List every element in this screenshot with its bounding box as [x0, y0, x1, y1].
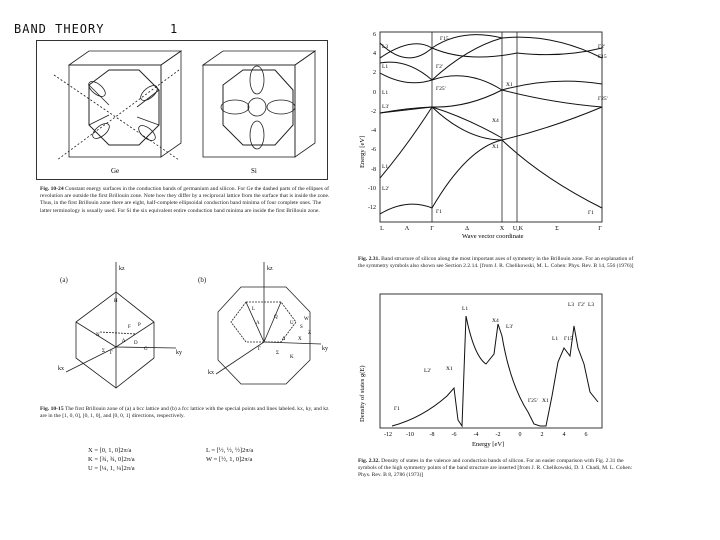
dos-caption-text: Density of states in the valence and conduction bands of silicon. For an easier comparison with Fig. 2.31 the symbols of the high symmetry points of the band structure are inserted [from J. R. Chelikowski, D. J. Chadi, M. L. Cohen: Phys. Rev. B 8, 2786 (1973)] — [358, 458, 633, 479]
bz-label-a: (a) — [60, 276, 68, 284]
bz-caption-text: The first Brillouin zone of (a) a bcc lattice and (b) a fcc lattice with the special points and lines labeled. kx, ky, and kz are in the [1, 0, 0], [0, 1, 0], and [0, 0, 1] directions, respectively. — [40, 406, 329, 420]
band-point-labels — [382, 36, 608, 216]
dos-curve — [392, 316, 598, 426]
bz-b-point: Λ — [256, 321, 260, 326]
brillouin-zone-figure — [36, 262, 336, 402]
dos-caption — [358, 458, 640, 480]
band-xticks — [380, 226, 602, 232]
band-ylabel: Energy [eV] — [359, 135, 366, 168]
dos-xtick: -10 — [406, 432, 414, 438]
bz-a-point: Δ — [122, 339, 126, 344]
formula-w: W = [½, 1, 0]2π/a — [206, 456, 253, 463]
formula-u: U = [¼, 1, ¼]2π/a — [88, 465, 135, 472]
band-ytick: -12 — [368, 205, 376, 211]
band-xtick: U,K — [512, 226, 524, 232]
dos-label: Γ2' — [578, 302, 585, 308]
dos-caption-number: Fig. 2.32. — [358, 458, 380, 464]
fermi-caption-text: Constant energy surfaces in the conduction bands of germanium and silicon. For Ge the dashed parts of the ellipses of revolution are outside the first Brillouin zone. Note how they differ by a reciprocal lattice from the surface that is inside the zone. Thus, in the first Brillouin zone there are eight, half-complete ellipsoidal conduction band minima of four complete ones. The latter terminology is usually used. For Si the six equivalent entire conduction band minima are inside the first Brillouin zone. — [40, 186, 330, 214]
bz-b-point: Z — [308, 331, 312, 336]
band-caption — [358, 256, 640, 270]
dos-xticks — [384, 432, 588, 438]
bz-b-point: X — [298, 337, 302, 342]
band-ytick: -10 — [368, 186, 376, 192]
dos-xtick: -4 — [473, 432, 479, 438]
bz-b-kx: kx — [208, 370, 214, 376]
fcc-zone-drawing — [186, 262, 336, 402]
band-curve — [380, 35, 602, 58]
bz-b-point: Σ — [276, 351, 279, 356]
bz-b-point: Q — [274, 315, 278, 320]
dos-xtick: 4 — [562, 432, 566, 438]
band-yticks — [368, 32, 376, 211]
bz-b-point: U — [290, 321, 294, 326]
band-label: X1 — [506, 82, 513, 88]
bz-a-kx: kx — [58, 366, 64, 372]
band-structure-chart — [352, 28, 612, 238]
fermi-caption — [40, 186, 330, 215]
bz-b-point: S — [300, 325, 303, 330]
band-label: L2' — [382, 186, 390, 192]
band-label: Γ2' — [598, 44, 605, 50]
bz-b-point: Γ — [258, 347, 261, 352]
page-title: BAND THEORY — [14, 22, 105, 36]
band-label: Γ15 — [440, 36, 449, 42]
dos-label: X1 — [446, 366, 453, 372]
band-xtick: Σ — [555, 226, 559, 232]
dos-label: L3' — [506, 324, 514, 330]
band-label: L1 — [382, 64, 389, 70]
bz-b-point: L — [252, 307, 256, 312]
page-number: 1 — [170, 22, 179, 36]
band-curve — [380, 107, 602, 178]
bz-a-point: H — [114, 299, 118, 304]
band-xlabel: Wave vector coordinate — [462, 233, 524, 240]
band-label: Γ25' — [598, 96, 608, 102]
bz-caption — [40, 406, 330, 420]
bz-formulas-left — [88, 446, 135, 473]
dos-label: X1 — [542, 398, 549, 404]
band-label: Γ15 — [598, 54, 607, 60]
dos-label: Γ25' — [528, 398, 538, 404]
dos-xtick: -6 — [451, 432, 457, 438]
dos-xlabel: Energy [eV] — [472, 441, 505, 448]
band-label: Γ2' — [436, 64, 443, 70]
bz-a-point: N — [96, 333, 100, 338]
band-ytick: 2 — [373, 70, 376, 76]
dos-point-labels — [394, 302, 594, 412]
bz-a-point: Σ — [102, 349, 105, 354]
dos-xtick: -12 — [384, 432, 392, 438]
band-label: Γ25' — [436, 86, 446, 92]
band-ytick: -8 — [371, 167, 376, 173]
si-label: Si — [251, 167, 257, 175]
band-ytick: -6 — [371, 147, 376, 153]
si-fermi-surface-drawing — [185, 45, 325, 175]
formula-x: X = [0, 1, 0]2π/a — [88, 447, 132, 454]
bz-a-point: Γ — [110, 351, 113, 356]
dos-label: L2' — [424, 368, 432, 374]
fermi-surface-figure — [36, 40, 328, 180]
bz-a-ky: ky — [176, 350, 182, 356]
band-label: X4 — [492, 118, 499, 124]
band-caption-text: Band structure of silicon along the most important axes of symmetry in the Brillouin zone. For an explanation of the symmetry symbols also shown see Section 2.2.14. [from J. R. Chelikowski, M. L. Cohen: Phys. Rev. B 14, 556 (1976)] — [358, 256, 634, 270]
band-curve — [380, 140, 602, 214]
band-xtick: Γ — [598, 226, 602, 232]
band-curve — [380, 43, 602, 58]
dos-label: L1 — [552, 336, 559, 342]
dos-label: Γ1 — [394, 406, 400, 412]
dos-xtick: -8 — [429, 432, 435, 438]
dos-ylabel: Density of states g(E) — [359, 365, 366, 422]
fermi-caption-number: Fig. 10-24 — [40, 186, 64, 192]
band-label: Γ1 — [436, 209, 442, 215]
dos-chart — [352, 292, 612, 452]
band-label: L3 — [382, 44, 389, 50]
ge-fermi-surface-drawing — [49, 45, 189, 175]
bz-a-point: D — [134, 341, 138, 346]
band-ytick: 6 — [373, 32, 376, 38]
bz-b-ky: ky — [322, 346, 328, 352]
bz-b-point: W — [304, 317, 309, 322]
band-curves — [380, 35, 602, 214]
dos-label: L1 — [462, 306, 469, 312]
band-curve — [380, 73, 602, 90]
dos-label: L3 — [588, 302, 595, 308]
band-xtick: Λ — [404, 226, 410, 232]
formula-l: L = [½, ½, ½]2π/a — [206, 447, 254, 454]
bz-label-b: (b) — [198, 276, 207, 284]
band-xtick: Δ — [465, 226, 469, 232]
bz-a-point: G — [144, 347, 148, 352]
dos-plot-frame — [380, 294, 602, 428]
band-ytick: -4 — [371, 128, 376, 134]
band-curve — [380, 107, 502, 138]
bz-a-point: F — [128, 325, 131, 330]
bz-formulas-right — [206, 446, 253, 464]
dos-xtick: 6 — [584, 432, 588, 438]
dos-xtick: 0 — [518, 432, 522, 438]
bz-a-point: P — [138, 323, 141, 328]
band-xtick: Γ — [430, 226, 434, 232]
band-ytick: -2 — [371, 109, 376, 115]
dos-xtick: -2 — [495, 432, 501, 438]
band-label: L1 — [382, 90, 389, 96]
band-label: X1 — [492, 144, 499, 150]
band-ytick: 0 — [373, 90, 376, 96]
dos-label: L3 — [568, 302, 575, 308]
band-curve — [380, 38, 502, 80]
band-ytick: 4 — [373, 51, 376, 57]
band-xtick: L — [380, 226, 384, 232]
band-caption-number: Fig. 2.31. — [358, 256, 380, 262]
bcc-zone-drawing — [46, 262, 186, 402]
band-label: Γ1 — [588, 210, 594, 216]
dos-label: Γ15 — [564, 336, 573, 342]
dos-xtick: 2 — [540, 432, 544, 438]
bz-b-kz: kz — [267, 266, 273, 272]
dos-label: X4 — [492, 318, 499, 324]
band-label: L1 — [382, 164, 389, 170]
band-label: L3' — [382, 104, 390, 110]
formula-k: K = [¾, ¾, 0]2π/a — [88, 456, 135, 463]
bz-a-kz: kz — [119, 266, 125, 272]
bz-b-point: K — [290, 355, 294, 360]
band-xtick: X — [499, 226, 505, 232]
bz-b-point: Δ — [282, 337, 286, 342]
ge-label: Ge — [111, 167, 120, 175]
band-plot-frame — [380, 32, 602, 222]
bz-caption-number: Fig. 10-15 — [40, 406, 64, 412]
